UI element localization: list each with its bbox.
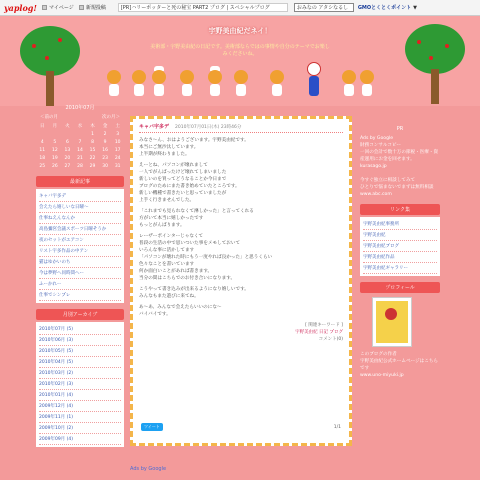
- author-note[interactable]: このブログの作者 宇野美由紀公式ホームページはこちらです www.uno-miyuki.jp: [360, 352, 439, 378]
- recent-posts-list: [36, 189, 124, 303]
- tweet-button[interactable]: ツイート: [141, 423, 163, 431]
- archive-link[interactable]: 2009年11月 (1): [39, 412, 121, 423]
- calendar-day: 8: [91, 139, 94, 145]
- calendar-day: 21: [77, 155, 83, 161]
- calendar-day: 13: [64, 147, 71, 153]
- recent-post-link[interactable]: 会えたら嬉しいな日曜〜: [39, 202, 121, 213]
- next-month-link[interactable]: 次の月＞: [102, 115, 120, 120]
- calendar-table: [36, 122, 124, 170]
- post-paragraph: みなさ〜ん、おはようございます。宇野美由紀です。 本当にご無沙汰しています。 上半期が終わりました。: [139, 138, 249, 157]
- calendar-day: 10: [114, 139, 121, 145]
- blog-description: 美術部・宇野美由紀の日記です。美術部ならではの事情や自分のテーマでお楽しみくださいね。: [150, 44, 330, 57]
- character-illustration: [178, 66, 196, 98]
- princess-illustration: [305, 58, 323, 98]
- weekday-label: 火: [65, 124, 70, 129]
- calendar-day: [74, 130, 87, 138]
- character-illustration: [268, 66, 286, 98]
- recent-post-link[interactable]: 仕事でシンプレ: [39, 290, 121, 301]
- weekday-label: 日: [40, 124, 45, 129]
- character-illustration: [206, 66, 224, 98]
- archive-heading: 月別アーカイブ: [36, 309, 124, 320]
- sidebar-link[interactable]: 宇野美由紀作品: [363, 252, 437, 263]
- profile-image[interactable]: [372, 297, 412, 347]
- sidebar-link[interactable]: 宇野美由紀事務所: [363, 219, 437, 230]
- post-date: 2010年07月01日(木) 23時46分: [175, 124, 242, 130]
- archive-link[interactable]: 2009年09月 (4): [39, 434, 121, 445]
- calendar-day: 14: [77, 147, 83, 153]
- calendar-day: 22: [89, 155, 96, 161]
- pencil-icon: [79, 5, 84, 10]
- calendar-nav: [36, 114, 124, 120]
- calendar-day: 23: [102, 155, 108, 161]
- calendar-day: 18: [39, 155, 46, 161]
- user-icon: [42, 5, 47, 10]
- archive-link[interactable]: 2010年06月 (3): [39, 335, 121, 346]
- calendar-day: 19: [51, 155, 58, 161]
- pr-heading: PR: [396, 126, 404, 132]
- character-illustration: [130, 66, 148, 98]
- post-actions: [141, 423, 341, 431]
- archive-list: [36, 322, 124, 447]
- blog-post: [130, 116, 352, 446]
- archive-link[interactable]: 2010年07月 (5): [39, 324, 121, 335]
- sidebar-link[interactable]: 宇野美由紀: [363, 230, 437, 241]
- archive-link[interactable]: 2010年02月 (3): [39, 379, 121, 390]
- comments-link[interactable]: コメント(0): [318, 337, 343, 342]
- recent-post-link[interactable]: ふーかれー: [39, 279, 121, 290]
- top-toolbar: [0, 0, 480, 16]
- calendar-day: 5: [53, 139, 57, 145]
- character-illustration: [340, 66, 358, 98]
- pr-ad-text[interactable]: Ads by Google 財務コンサルコピー 一回の会計で数十万の節税・医療・資産運用にお金を回せます。 kurasago.jp 今すぐ独立に相談してみて ひとりで悩まないでまずは無料相談 www.abc.com: [360, 136, 439, 197]
- links-list: [360, 217, 440, 276]
- sidebar-link[interactable]: 宇野美由紀ギャラリー: [363, 263, 437, 274]
- calendar-title: 2010年07月: [65, 105, 95, 111]
- recent-post-link[interactable]: リスト宇多作品の中アン: [39, 246, 121, 257]
- calendar-day: 29: [89, 163, 96, 169]
- calendar-day: 20: [64, 155, 71, 161]
- archive-link[interactable]: 2009年10月 (2): [39, 423, 121, 434]
- weekday-label: 水: [77, 124, 83, 129]
- archive-link[interactable]: 2010年05月 (5): [39, 346, 121, 357]
- post-category-link[interactable]: 宇野美由紀 日記 プログ: [295, 330, 343, 335]
- right-sidebar: [360, 126, 440, 379]
- search-input[interactable]: おみなの アタシなるし: [294, 3, 354, 12]
- mypage-link[interactable]: マイページ: [42, 4, 74, 11]
- yaplog-logo[interactable]: yaplog!: [4, 2, 37, 13]
- calendar-day: 17: [114, 147, 121, 153]
- post-paragraph: こうやって書き込みが出来るようになり嬉しいです。 みんなもまた遊びに来てね。: [139, 287, 249, 299]
- tree-left-illustration: [20, 26, 80, 106]
- weekday-label: 木: [90, 124, 95, 129]
- blog-title[interactable]: 宇野美由紀だネイ！: [208, 27, 272, 35]
- post-paragraph: あ〜あ、みんなで会えたらいいのにな〜 バイバイです。: [139, 305, 222, 317]
- calendar-day: 15: [89, 147, 96, 153]
- recent-posts-heading: 最新記事: [36, 176, 124, 187]
- sidebar-link[interactable]: 宇野美由紀ブログ: [363, 241, 437, 252]
- character-illustration: [232, 66, 250, 98]
- tree-right-illustration: [405, 24, 465, 104]
- gmo-points-link[interactable]: GMOとくとくポイント: [357, 5, 412, 11]
- blog-header: [0, 16, 480, 106]
- recent-post-link[interactable]: 高島彌宮会議スポーツ日曜そうか: [39, 224, 121, 235]
- archive-link[interactable]: 2010年01月 (4): [39, 390, 121, 401]
- calendar-day: [49, 130, 62, 138]
- weekday-label: 土: [115, 124, 120, 129]
- ads-by-google-link[interactable]: Ads by Google: [130, 466, 167, 472]
- recent-post-link[interactable]: 夜のセットがエアコン: [39, 235, 121, 246]
- recent-post-link[interactable]: 仕事ねえんなんか: [39, 213, 121, 224]
- top-ad-banner[interactable]: [PR]ハリーポッターと死の秘宝 PART2 プログ | スペシャルプログ: [118, 3, 288, 12]
- calendar-day: 2: [103, 131, 107, 137]
- calendar-day: 26: [51, 163, 58, 169]
- left-sidebar: [36, 104, 124, 447]
- weekday-label: 月: [52, 124, 58, 129]
- calendar-day: 4: [40, 139, 44, 145]
- calendar-day: 12: [51, 147, 58, 153]
- calendar-day: 9: [103, 139, 107, 145]
- archive-link[interactable]: 2009年12月 (4): [39, 401, 121, 412]
- post-title[interactable]: キャバ宇多デ: [139, 124, 170, 130]
- weekday-label: 金: [102, 124, 108, 129]
- calendar-day: 3: [116, 131, 120, 137]
- top-nav: [42, 4, 106, 11]
- character-illustration: [358, 66, 376, 98]
- character-illustration: [150, 66, 168, 98]
- calendar-day: 16: [102, 147, 108, 153]
- character-illustration: [105, 66, 123, 98]
- new-post-link[interactable]: 新規投稿: [79, 4, 106, 11]
- calendar-day: [36, 130, 49, 138]
- calendar-day: 7: [78, 139, 82, 145]
- links-heading: リンク集: [360, 204, 440, 215]
- calendar-day: 31: [114, 163, 121, 169]
- calendar-day: 25: [39, 163, 46, 169]
- post-footer: [139, 322, 343, 343]
- post-paragraph: レーザーポインターじゃなくて 普段の生活の中で思いついた事をメモしておいて いろんな事に活かしてます 「パソコンが壊れた時にもう一度やれば良かった」と思うくらい 色々なことを書いています 何か面白いことがあれば書きます。 当分の間はこちらでのお付き合いになります。: [139, 234, 273, 281]
- archive-link[interactable]: 2010年03月 (2): [39, 368, 121, 379]
- calendar-day: 28: [77, 163, 83, 169]
- archive-link[interactable]: 2010年04月 (5): [39, 357, 121, 368]
- prev-month-link[interactable]: ＜前の月: [40, 115, 58, 120]
- calendar-day: 24: [114, 155, 121, 161]
- post-header: [139, 123, 343, 133]
- calendar-day: [61, 130, 74, 138]
- calendar-day: 6: [65, 139, 69, 145]
- recent-post-link[interactable]: 猫はゆかいのち: [39, 257, 121, 268]
- profile-heading: プロフィール: [360, 282, 440, 293]
- page-indicator: 1/1: [333, 424, 341, 430]
- calendar-day[interactable]: 1: [91, 131, 94, 137]
- recent-post-link[interactable]: キャバ宇多デ: [39, 191, 121, 202]
- calendar-day: 27: [64, 163, 71, 169]
- post-paragraph: 「これまでも見られなくて淋しかった」と言ってくれる 方がいて本当に嬉しかったです もっとがんばります。: [139, 209, 254, 228]
- calendar-day: 11: [39, 147, 46, 153]
- calendar-day: 30: [102, 163, 108, 169]
- post-paragraph: えーとね、パソコンが壊れまして 一人でがんばったけど壊れてしまいました 新しいのを買ってどうなることか今日まで ブログのためにまた書き始めていたところです。 新しい機種で書きたいと思っていましたが 上手く行きませんでした。: [139, 163, 240, 203]
- recent-post-link[interactable]: 今は夢野へ同時間へー: [39, 268, 121, 279]
- keywords-label: [ 関連キーワード ]: [305, 323, 343, 328]
- dropdown-menu[interactable]: ▼: [413, 4, 418, 11]
